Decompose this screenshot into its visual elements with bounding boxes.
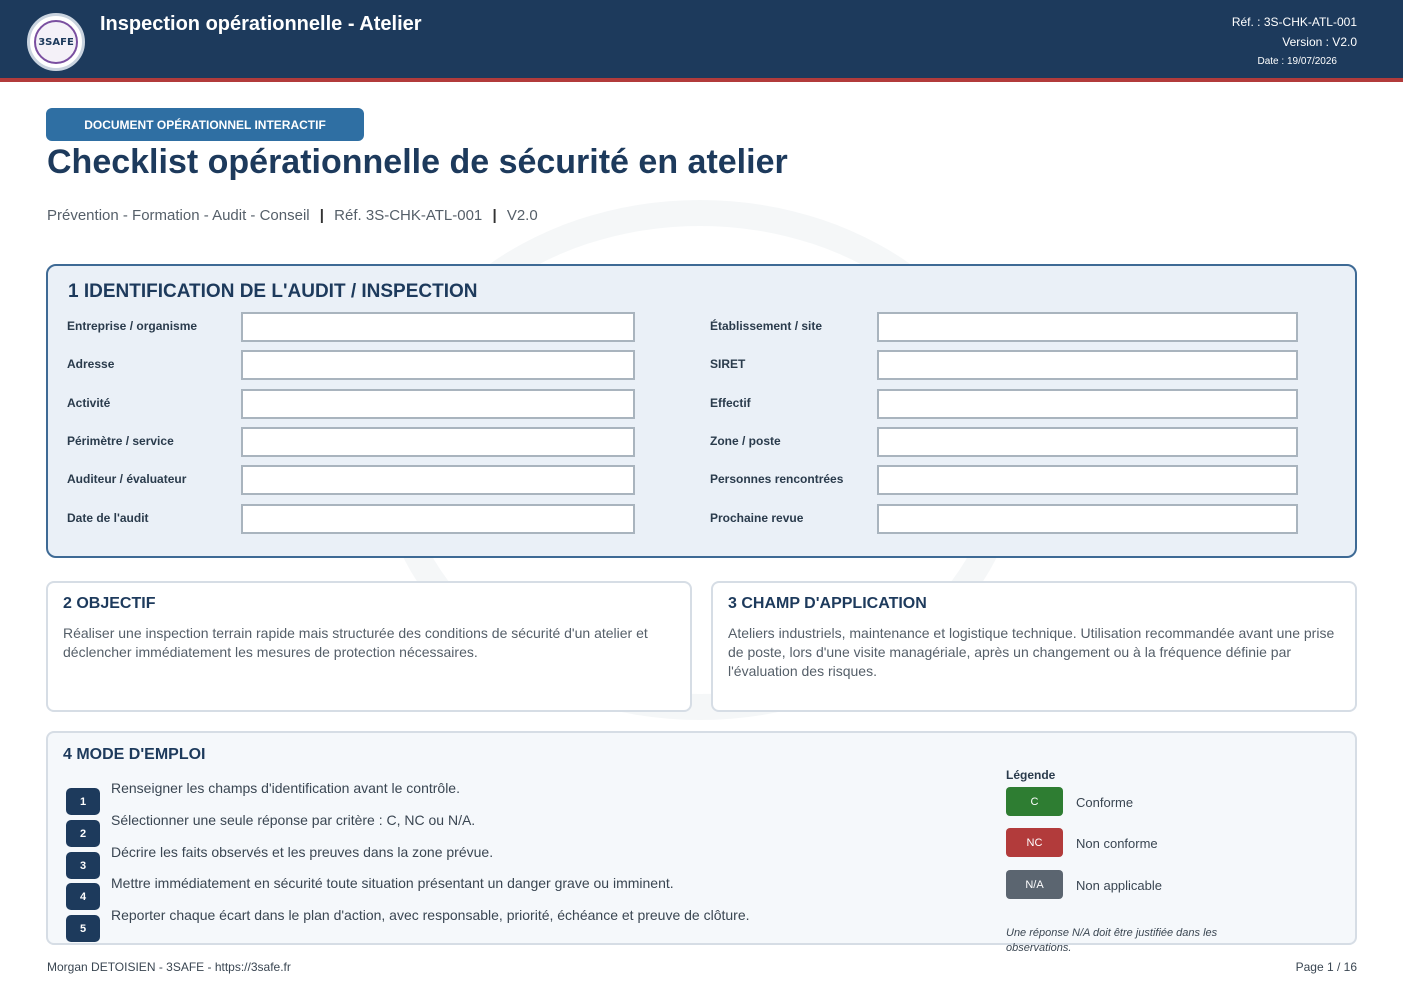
adresse-input[interactable] — [241, 350, 635, 380]
subtitle-version: V2.0 — [506, 207, 538, 224]
date-audit-input[interactable] — [241, 504, 635, 534]
effectif-input[interactable] — [877, 389, 1298, 419]
step-number-badge: 2 — [66, 820, 100, 847]
zone-poste-input[interactable] — [877, 427, 1298, 457]
mode-emploi-title: 4 MODE D'EMPLOI — [63, 746, 206, 763]
champ-application-text: Ateliers industriels, maintenance et logistique technique. Utilisation recommandée avant une prise de poste, lors d'une visite managériale, après un changement ou à la fréquence définie par l'évaluation des risques. — [728, 625, 1335, 679]
subtitle-ref: Réf. 3S-CHK-ATL-001 — [334, 207, 483, 224]
instruction-step — [66, 780, 966, 810]
3safe-logo — [27, 13, 85, 71]
objectif-title: 2 OBJECTIF — [63, 595, 156, 612]
logo-text: 3SAFE — [34, 20, 78, 64]
top-header-bar — [0, 0, 1403, 82]
subtitle-separator: | — [319, 207, 324, 224]
entreprise-input[interactable] — [241, 312, 635, 342]
activite-input[interactable] — [241, 389, 635, 419]
document-meta — [1232, 12, 1357, 72]
legend-chip-conforme: C — [1006, 787, 1063, 816]
footer-page-number: Page 1 / 16 — [1295, 960, 1357, 974]
field-label-perimetre: Périmètre / service — [67, 434, 174, 448]
step-number-badge: 3 — [66, 852, 100, 879]
document-badge: DOCUMENT OPÉRATIONNEL INTERACTIF — [46, 108, 364, 141]
etablissement-input[interactable] — [877, 312, 1298, 342]
instruction-step — [66, 812, 966, 842]
legend-note: Une réponse N/A doit être justifiée dans les observations. — [1006, 927, 1218, 954]
instruction-step — [66, 907, 966, 937]
field-label-adresse: Adresse — [67, 357, 115, 371]
prochaine-revue-input[interactable] — [877, 504, 1298, 534]
field-label-zone-poste: Zone / poste — [710, 434, 781, 448]
objectif-text: Réaliser une inspection terrain rapide mais structurée des conditions de sécurité d'un atelier et déclencher immédiatement les mesures de protection nécessaires. — [63, 625, 648, 660]
step-number-badge: 1 — [66, 788, 100, 815]
step-text: Mettre immédiatement en sécurité toute situation présentant un danger grave ou imminent. — [111, 875, 674, 891]
field-label-activite: Activité — [67, 396, 111, 410]
auditeur-input[interactable] — [241, 465, 635, 495]
instruction-step — [66, 844, 966, 874]
footer-author: Morgan DETOISIEN - 3SAFE - https://3safe.fr — [47, 960, 291, 974]
step-text: Reporter chaque écart dans le plan d'action, avec responsable, priorité, échéance et preuve de clôture. — [111, 907, 750, 923]
field-label-date-audit: Date de l'audit — [67, 511, 149, 525]
personnes-input[interactable] — [877, 465, 1298, 495]
doc-date: Date : 19/07/2026 — [1257, 56, 1337, 67]
perimetre-input[interactable] — [241, 427, 635, 457]
instruction-step — [66, 875, 966, 905]
legend-title: Légende — [1006, 768, 1056, 782]
step-text: Renseigner les champs d'identification avant le contrôle. — [111, 780, 460, 796]
legend-chip-non-conforme: NC — [1006, 828, 1063, 857]
field-label-personnes: Personnes rencontrées — [710, 472, 844, 486]
doc-version: Version : V2.0 — [1282, 35, 1357, 49]
step-number-badge: 5 — [66, 915, 100, 942]
siret-input[interactable] — [877, 350, 1298, 380]
step-text: Décrire les faits observés et les preuves dans la zone prévue. — [111, 844, 494, 860]
objectif-section — [46, 581, 692, 712]
mode-emploi-section — [46, 731, 1357, 954]
champ-application-title: 3 CHAMP D'APPLICATION — [728, 595, 927, 612]
app-title: Inspection opérationnelle - Atelier — [100, 13, 422, 35]
step-text: Sélectionner une seule réponse par critère : C, NC ou N/A. — [111, 812, 476, 828]
champ-application-section — [711, 581, 1357, 712]
field-label-auditeur: Auditeur / évaluateur — [67, 472, 187, 486]
doc-ref: Réf. : 3S-CHK-ATL-001 — [1231, 15, 1357, 29]
field-label-etablissement: Établissement / site — [710, 319, 823, 333]
legend-label-non-conforme: Non conforme — [1076, 836, 1158, 851]
identification-section — [46, 264, 1357, 558]
field-label-siret: SIRET — [710, 357, 746, 371]
page-title: Checklist opérationnelle de sécurité en atelier — [47, 143, 788, 181]
field-label-prochaine-revue: Prochaine revue — [710, 511, 804, 525]
legend-label-non-applicable: Non applicable — [1076, 878, 1163, 893]
field-label-effectif: Effectif — [710, 396, 751, 410]
page-subtitle — [47, 207, 538, 224]
legend-chip-non-applicable: N/A — [1006, 870, 1063, 899]
identification-title: 1 IDENTIFICATION DE L'AUDIT / INSPECTION — [68, 281, 478, 302]
subtitle-tagline: Prévention - Formation - Audit - Conseil — [47, 207, 310, 224]
legend-label-conforme: Conforme — [1076, 795, 1134, 810]
subtitle-separator: | — [492, 207, 497, 224]
step-number-badge: 4 — [66, 883, 100, 910]
field-label-entreprise: Entreprise / organisme — [67, 319, 198, 333]
